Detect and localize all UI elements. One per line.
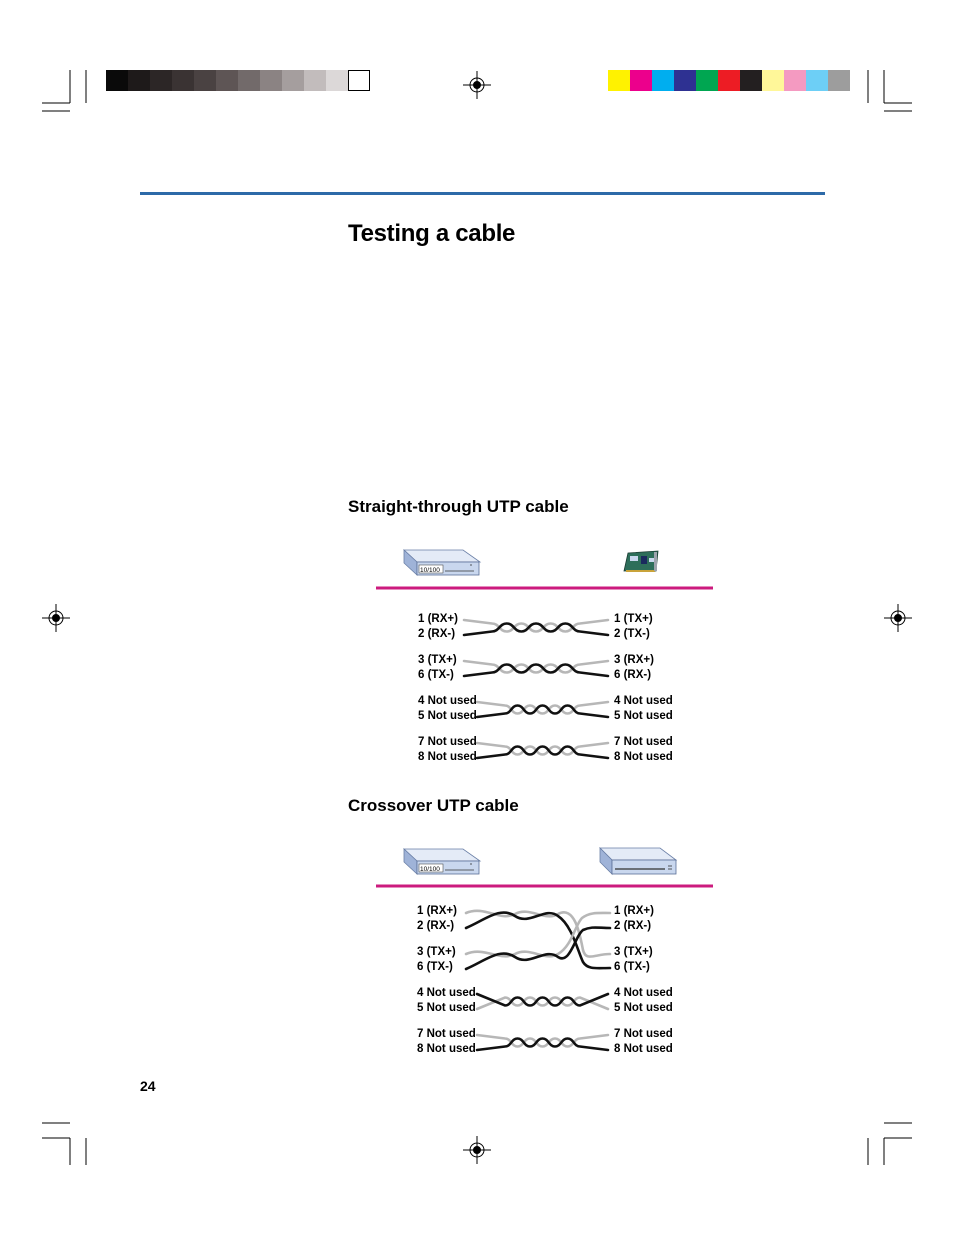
straight-left-pin: 6 (TX-)	[418, 669, 454, 681]
crossover-right-pin: 6 (TX-)	[614, 961, 650, 973]
crossover-right-pin: 1 (RX+)	[614, 905, 654, 917]
straight-right-pin: 8 Not used	[614, 751, 673, 763]
crossover-right-pin: 2 (RX-)	[614, 920, 652, 932]
crossover-right-pin: 4 Not used	[614, 987, 673, 999]
wire-light	[464, 661, 608, 673]
wire-light	[466, 913, 610, 956]
network-card-icon	[624, 551, 658, 571]
crossover-left-pin: 4 Not used	[417, 987, 476, 999]
wire-dark	[464, 665, 608, 677]
wire-dark	[464, 624, 608, 636]
straight-right-pin: 3 (RX+)	[614, 654, 654, 666]
crossover-right-pin: 3 (TX+)	[614, 946, 653, 958]
straight-right-pin: 4 Not used	[614, 695, 673, 707]
wire-light	[477, 1035, 608, 1047]
crossover-left-pin: 5 Not used	[417, 1002, 476, 1014]
straight-left-pin: 5 Not used	[418, 710, 477, 722]
page-title: Testing a cable	[348, 220, 516, 247]
wire-light	[464, 620, 608, 632]
straight-right-pin: 6 (RX-)	[614, 669, 652, 681]
straight-left-pin: 8 Not used	[418, 751, 477, 763]
straight-right-pin: 2 (TX-)	[614, 628, 650, 640]
straight-left-pin: 1 (RX+)	[418, 613, 458, 625]
crossover-left-pin: 8 Not used	[417, 1043, 476, 1055]
straight-right-pin: 1 (TX+)	[614, 613, 653, 625]
wire-dark	[477, 706, 608, 718]
crossover-left-pin: 3 (TX+)	[417, 946, 456, 958]
hub-icon	[600, 848, 676, 874]
device-speed-label: 10/100	[420, 567, 440, 574]
crossover-left-pin: 1 (RX+)	[417, 905, 457, 917]
crossover-left-pin: 2 (RX-)	[417, 920, 455, 932]
wire-light	[477, 743, 608, 755]
crossover-heading: Crossover UTP cable	[348, 796, 519, 815]
straight-left-pin: 3 (TX+)	[418, 654, 457, 666]
page-number: 24	[140, 1078, 156, 1094]
straight-left-pin: 7 Not used	[418, 736, 477, 748]
wire-dark	[477, 747, 608, 759]
crossover-right-pin: 7 Not used	[614, 1028, 673, 1040]
straight-right-pin: 7 Not used	[614, 736, 673, 748]
wire-dark	[477, 1039, 608, 1051]
wire-light	[477, 702, 608, 714]
straight-right-pin: 5 Not used	[614, 710, 673, 722]
crossover-right-pin: 5 Not used	[614, 1002, 673, 1014]
switch-icon	[404, 849, 480, 874]
switch-icon	[404, 550, 480, 575]
crossover-left-pin: 7 Not used	[417, 1028, 476, 1040]
wire-dark	[466, 913, 610, 969]
straight-left-pin: 2 (RX-)	[418, 628, 456, 640]
device-speed-label: 10/100	[420, 866, 440, 873]
crossover-right-pin: 8 Not used	[614, 1043, 673, 1055]
straight-through-heading: Straight-through UTP cable	[348, 497, 569, 516]
crossover-left-pin: 6 (TX-)	[417, 961, 453, 973]
straight-left-pin: 4 Not used	[418, 695, 477, 707]
wire-dark	[466, 928, 610, 970]
